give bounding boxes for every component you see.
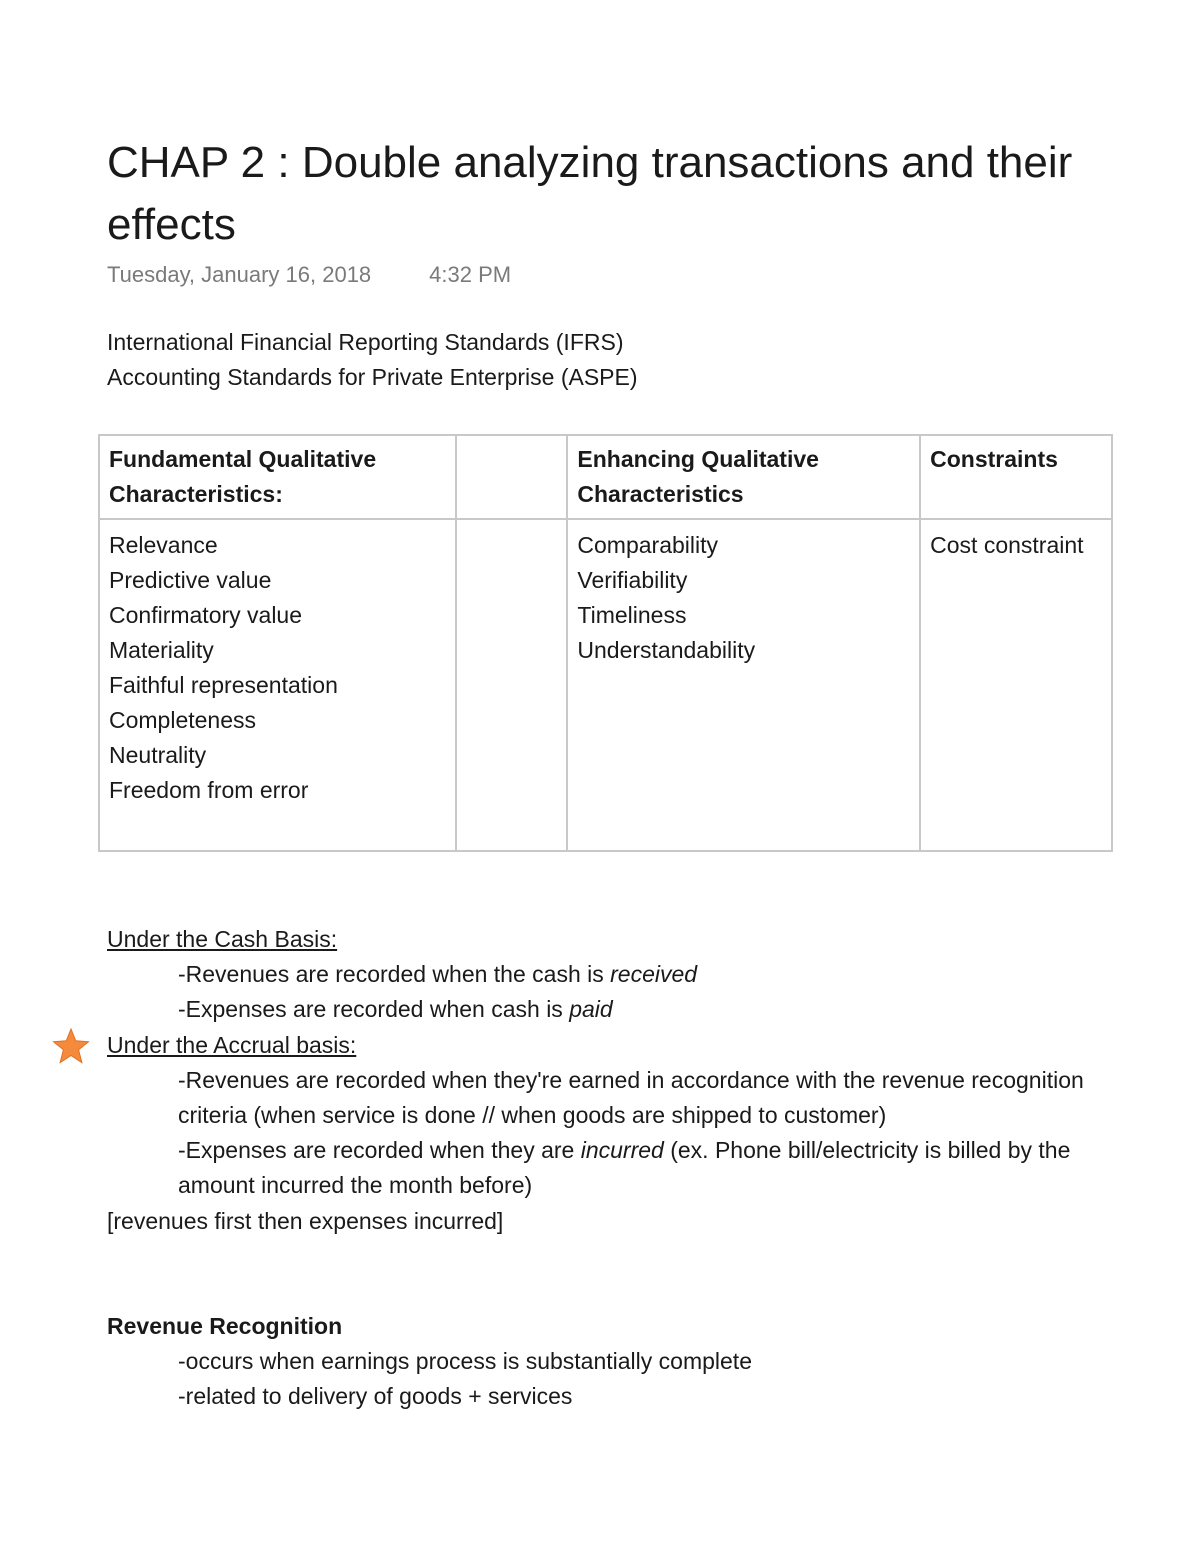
list-item: Confirmatory value <box>109 602 303 628</box>
list-item: Verifiability <box>577 567 688 593</box>
list-item: Cost constraint <box>930 532 1084 558</box>
standard-aspe: Accounting Standards for Private Enterprise (ASPE) <box>107 364 638 390</box>
note-time: 4:32 PM <box>429 262 512 287</box>
page-title: CHAP 2 : Double analyzing transactions and their effects <box>107 138 1073 249</box>
note-timestamp <box>107 262 511 288</box>
header-constraints: Constraints <box>920 435 1112 519</box>
qualitative-characteristics-table <box>98 434 1113 852</box>
cash-basis-revenue: -Revenues are recorded when the cash is received <box>178 961 698 988</box>
cash-basis-heading: Under the Cash Basis: <box>107 926 338 952</box>
basis-notes <box>107 922 1107 1239</box>
revenue-recognition-point: -related to delivery of goods + services <box>178 1383 573 1409</box>
table-row <box>99 519 1112 851</box>
table-header-row <box>99 435 1112 519</box>
list-item: Faithful representation <box>109 672 338 698</box>
list-item: Freedom from error <box>109 777 309 803</box>
list-item: Timeliness <box>577 602 687 628</box>
star-icon <box>52 1027 90 1065</box>
list-item: Comparability <box>577 532 718 558</box>
header-empty <box>456 435 567 519</box>
list-item: Predictive value <box>109 567 272 593</box>
star-shape <box>53 1029 88 1063</box>
fundamental-list <box>99 519 456 851</box>
accrual-basis-note: [revenues first then expenses incurred] <box>107 1207 504 1234</box>
revenue-recognition-heading: Revenue Recognition <box>107 1313 343 1339</box>
standard-ifrs: International Financial Reporting Standards (IFRS) <box>107 329 624 355</box>
list-item: Relevance <box>109 532 218 558</box>
revenue-recognition-section <box>107 1309 1107 1414</box>
standards-list <box>107 325 638 395</box>
header-enhancing: Enhancing Qualitative Characteristics <box>567 435 920 519</box>
revenue-recognition-point: -occurs when earnings process is substantially complete <box>178 1348 752 1374</box>
list-item: Neutrality <box>109 742 207 768</box>
constraints-list <box>920 519 1112 851</box>
accrual-basis-heading: Under the Accrual basis: <box>107 1031 357 1058</box>
accrual-basis-revenue: -Revenues are recorded when they're earned in accordance with the revenue recognition criteria (when service is done // when goods are shipped to customer) <box>178 1066 1084 1129</box>
header-fundamental: Fundamental Qualitative Characteristics: <box>99 435 456 519</box>
empty-cell <box>456 519 567 851</box>
list-item: Completeness <box>109 707 257 733</box>
list-item: Materiality <box>109 637 214 663</box>
note-date: Tuesday, January 16, 2018 <box>107 262 372 287</box>
list-item: Understandability <box>577 637 756 663</box>
enhancing-list <box>567 519 920 851</box>
cash-basis-expense: -Expenses are recorded when cash is paid <box>178 996 613 1023</box>
accrual-basis-expense: -Expenses are recorded when they are incurred (ex. Phone bill/electricity is billed by the amount incurred the month before) <box>178 1137 1071 1199</box>
